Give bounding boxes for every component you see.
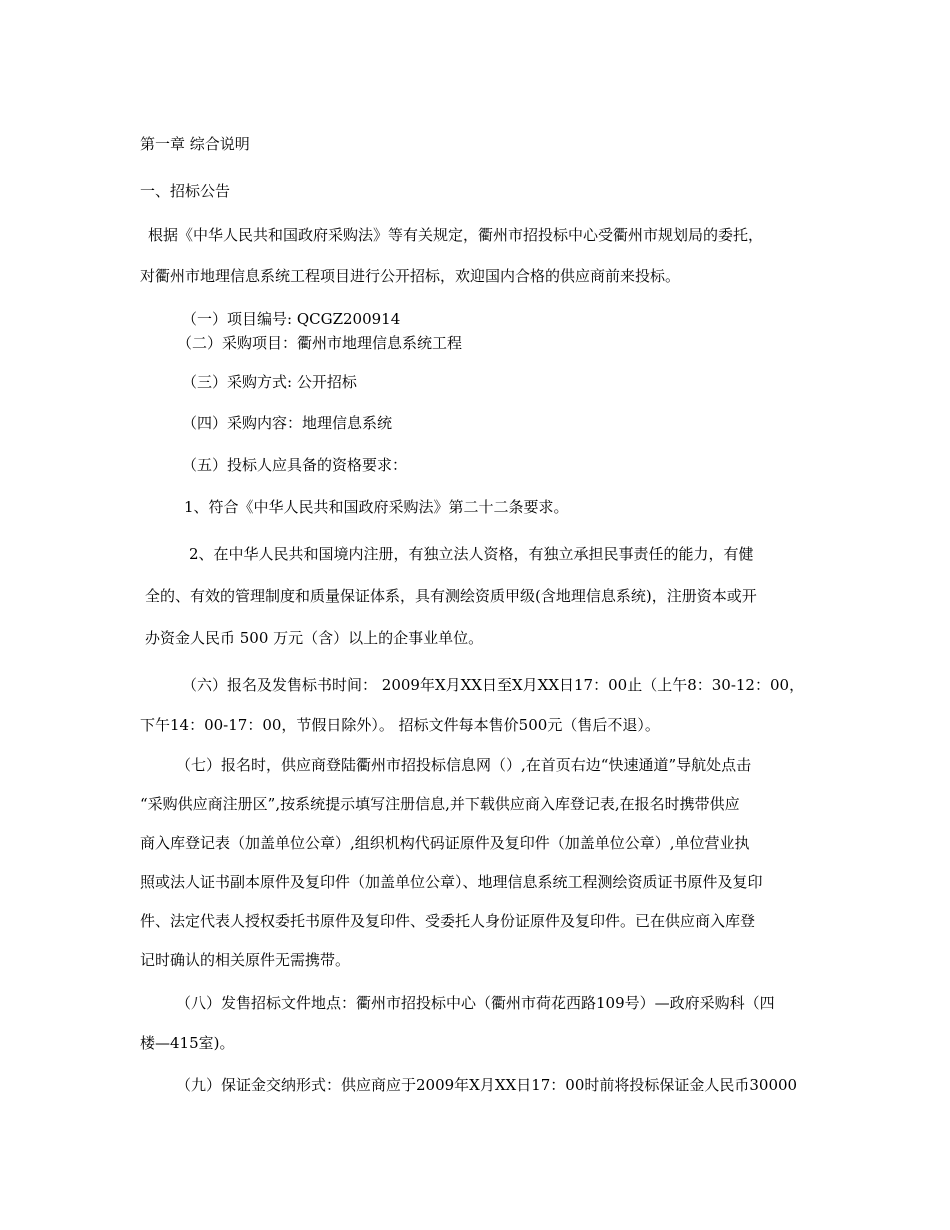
- intro-line-1: 根据《中华人民共和国政府采购法》等有关规定，衢州市招投标中心受衢州市规划局的委托，: [148, 226, 764, 244]
- item-8-line-2: 楼—415室)。: [140, 1034, 235, 1052]
- chapter-title: 第一章 综合说明: [140, 135, 250, 153]
- item-procurement-project: （二）采购项目：衢州市地理信息系统工程: [177, 334, 463, 352]
- item-procurement-method: （三）采购方式: 公开招标: [182, 373, 357, 391]
- requirement-1: 1、符合《中华人民共和国政府采购法》第二十二条要求。: [184, 498, 569, 516]
- requirement-2-line-2: 全的、有效的管理制度和质量保证体系，具有测绘资质甲级(含地理信息系统)，注册资本或开: [145, 587, 757, 605]
- requirement-2-line-3: 办资金人民币 500 万元（含）以上的企事业单位。: [145, 629, 484, 647]
- intro-line-2: 对衢州市地理信息系统工程项目进行公开招标，欢迎国内合格的供应商前来投标。: [140, 267, 681, 285]
- item-9-line-1: （九）保证金交纳形式：供应商应于2009年X月XX日17：00时前将投标保证金人民币30000: [176, 1076, 798, 1094]
- item-7-line-4: 照或法人证书副本原件及复印件（加盖单位公章）、地理信息系统工程测绘资质证书原件及复印: [140, 873, 763, 891]
- section-title: 一、招标公告: [140, 182, 231, 200]
- item-8-line-1: （八）发售招标文件地点：衢州市招投标中心（衢州市荷花西路109号）—政府采购科（四: [176, 994, 775, 1012]
- item-7-line-6: 记时确认的相关原件无需携带。: [140, 951, 351, 969]
- item-procurement-content: （四）采购内容：地理信息系统: [182, 414, 393, 432]
- item-7-line-1: （七）报名时，供应商登陆衢州市招投标信息网（）,在首页右边“快速通道”导航处点击: [176, 756, 752, 774]
- item-project-number: （一）项目编号: QCGZ200914: [182, 310, 401, 328]
- item-6-line-2: 下午14：00-17：00，节假日除外）。 招标文件每本售价500元（售后不退）。: [140, 716, 660, 734]
- item-7-line-3: 商入库登记表（加盖单位公章）,组织机构代码证原件及复印件（加盖单位公章）,单位营业执: [140, 834, 750, 852]
- requirement-2-line-1: 2、在中华人民共和国境内注册，有独立法人资格，有独立承担民事责任的能力，有健: [189, 545, 754, 563]
- item-7-line-5: 件、法定代表人授权委托书原件及复印件、受委托人身份证原件及复印件。已在供应商入库登: [140, 912, 756, 930]
- item-7-line-2: “采购供应商注册区”,按系统提示填写注册信息,并下载供应商入库登记表,在报名时携带供应: [140, 795, 740, 813]
- item-qualification: （五）投标人应具备的资格要求：: [182, 456, 408, 474]
- item-6-line-1: （六）报名及发售标书时间： 2009年X月XX日至X月XX日17：00止（上午8：30-12：00，: [182, 676, 805, 694]
